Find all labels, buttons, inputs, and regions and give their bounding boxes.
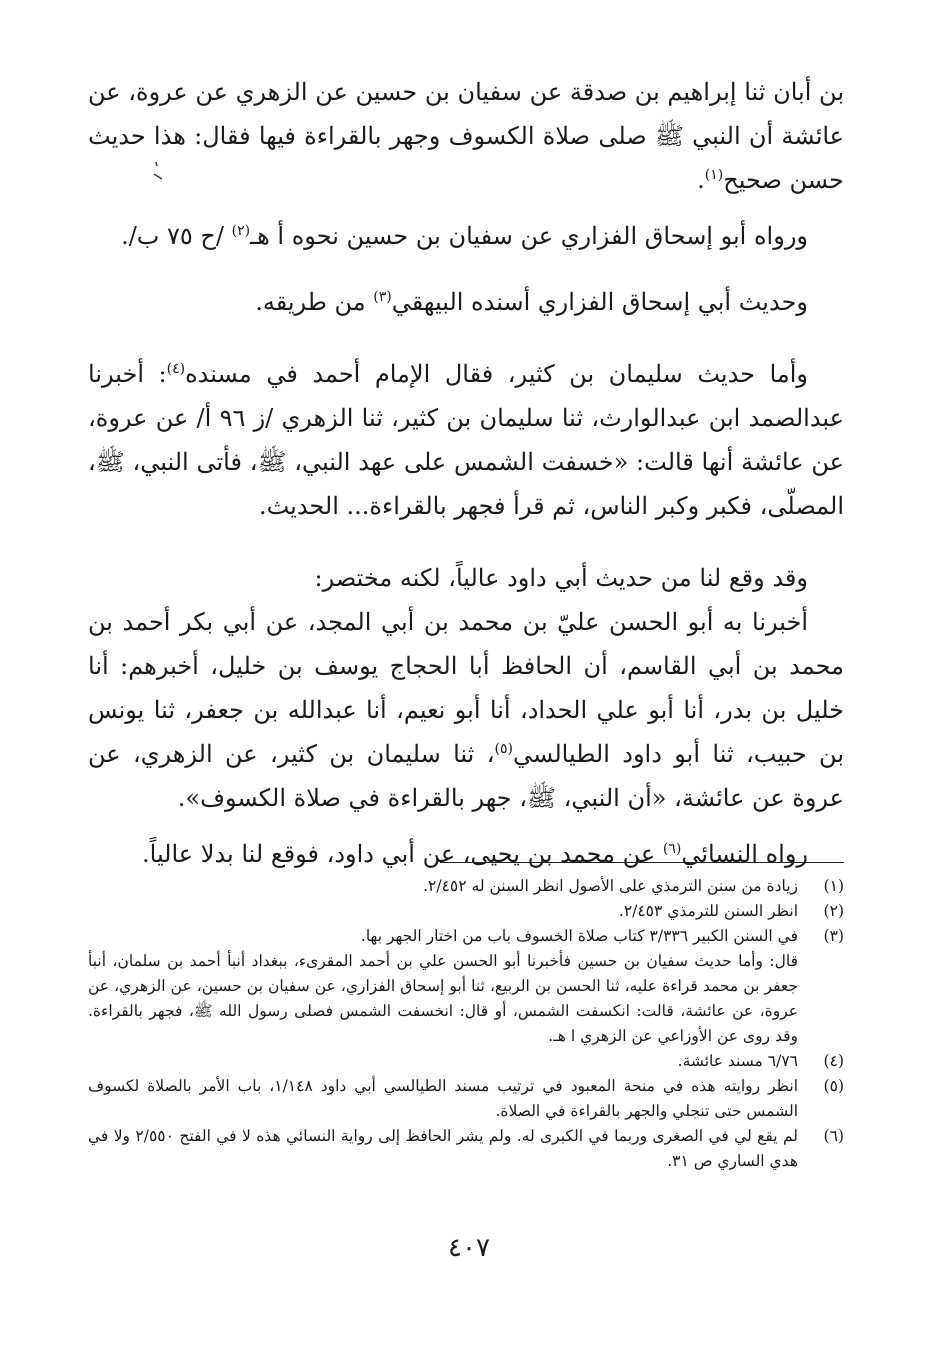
paragraph-text: /ح ٧٥ ب/. [121, 222, 232, 250]
footnote-number: (٣) [823, 927, 844, 945]
paragraph [88, 832, 844, 876]
footnote-ref[interactable]: (٢) [231, 223, 251, 239]
paragraph [88, 352, 844, 528]
footnote-continuation: قال: وأما حديث سفيان بن حسين فأخبرنا أبو الحسن علي بن أحمد المقرىء، ببغداد أنبأ أحمد بن سلمان، أنبأ جعفر بن محمد قراءة عليه، ثنا الحسن بن الربيع، ثنا أبو إسحاق الفزاري، عن سفيان بن حسين، عن الزهري، عن عروة، عن عائشة، قالت: انكسفت الشمس، أو قال: انخسفت الشمس فصلى رسول الله ﷺ، فجهر بالقراءة. وقد روى عن الأوزاعي عن الزهري ا هـ. [88, 952, 798, 1045]
footnote-ref[interactable]: (٥) [494, 741, 513, 757]
footnote-ref[interactable]: (٤) [166, 361, 186, 377]
paragraph [88, 600, 844, 820]
footnote-number: (٤) [823, 1052, 844, 1070]
footnote-number: (١) [823, 877, 844, 895]
paragraph [88, 280, 844, 324]
footnote-number: (٦) [823, 1127, 844, 1145]
ink-mark-icon [150, 160, 170, 182]
page-number: ٤٠٧ [448, 1233, 490, 1263]
footnote-ref[interactable]: (٣) [373, 289, 392, 305]
footnote-item [88, 1049, 844, 1074]
paragraph: وقد وقع لنا من حديث أبي داود عالياً، لكنه مختصر: [314, 564, 808, 592]
footnote-item [88, 899, 844, 924]
paragraph-text: رواه النسائي [681, 840, 808, 868]
footnote-number: (٢) [823, 902, 844, 920]
footnote-ref[interactable]: (١) [704, 167, 724, 183]
footnote-item [88, 924, 844, 949]
paragraph-text: وأما حديث سليمان بن كثير، فقال الإمام أحمد في مسنده [185, 360, 808, 388]
paragraph-text: ورواه أبو إسحاق الفزاري عن سفيان بن حسين نحوه أ هـ [250, 222, 808, 250]
paragraph-text: وحديث أبي إسحاق الفزاري أسنده البيهقي [391, 288, 808, 316]
footnote-divider [440, 862, 844, 863]
footnote-text: زيادة من سنن الترمذي على الأصول انظر السنن له ٢/٤٥٢. [423, 877, 798, 895]
footnote-item [88, 1124, 844, 1174]
footnote-item [88, 874, 844, 899]
paragraph [88, 214, 844, 258]
paragraph-text: من طريقه. [255, 288, 374, 316]
paragraph-text: . [697, 166, 705, 194]
paragraph-text: ، ثنا سليمان بن كثير، عن الزهري، عن عروة عن عائشة، «أن النبي، ﷺ، جهر بالقراءة في صلاة الكسوف». [88, 740, 844, 812]
footnote-text: لم يقع لي في الصغرى وربما في الكبرى له. ولم يشر الحافظ إلى رواية النسائي هذه لا في الفتح ٢/٥٥٠ ولا في هدي الساري ص ٣١. [88, 1127, 798, 1170]
paragraph-text: أخبرنا به أبو الحسن عليّ بن محمد بن أبي المجد، عن أبي بكر أحمد بن محمد بن أبي القاسم، أن الحافظ أبا الحجاج يوسف بن خليل، أخبرهم: أنا خليل بن بدر، أنا أبو علي الحداد، أنا أبو نعيم، أنا عبدالله بن جعفر، ثنا يونس بن حبيب، ثنا أبو داود الطيالسي [88, 608, 845, 768]
footnote-text: ٦/٧٦ مسند عائشة. [677, 1052, 798, 1070]
footnote-text: في السنن الكبير ٣/٣٣٦ كتاب صلاة الخسوف باب من اختار الجهر بها. [360, 927, 798, 945]
paragraph-text: بن أبان ثنا إبراهيم بن صدقة عن سفيان بن حسين عن الزهري عن عروة، عن عائشة أن النبي ﷺ صلى صلاة الكسوف وجهر بالقراءة فيها فقال: هذا حديث حسن صحيح [88, 78, 844, 194]
footnote-text: انظر روايته هذه في منحة المعبود في ترتيب مسند الطيالسي أبي داود ١/١٤٨، باب الأمر بالصلاة لكسوف الشمس حتى تنجلي والجهر بالقراءة في الصلاة. [88, 1077, 798, 1120]
paragraph-text: : أخبرنا عبدالصمد ابن عبدالوارث، ثنا سليمان بن كثير، ثنا الزهري /ز ٩٦ أ/ عن عروة، عن عائشة أنها قالت: «خسفت الشمس على عهد النبي، ﷺ، فأتى النبي، ﷺ، المصلّى، فكبر وكبر الناس، ثم قرأ فجهر بالقراءة... الحديث. [88, 360, 844, 520]
footnote-number: (٥) [823, 1077, 844, 1095]
paragraph-text: عن محمد بن يحيى، عن أبي داود، فوقع لنا بدلا عالياً. [142, 840, 663, 868]
footnote-item [88, 1074, 844, 1124]
main-text [88, 70, 844, 876]
footnotes [88, 874, 844, 1174]
footnote-text: انظر السنن للترمذي ٢/٤٥٣. [618, 902, 798, 920]
footnote-ref[interactable]: (٦) [662, 841, 682, 857]
paragraph [88, 70, 844, 202]
